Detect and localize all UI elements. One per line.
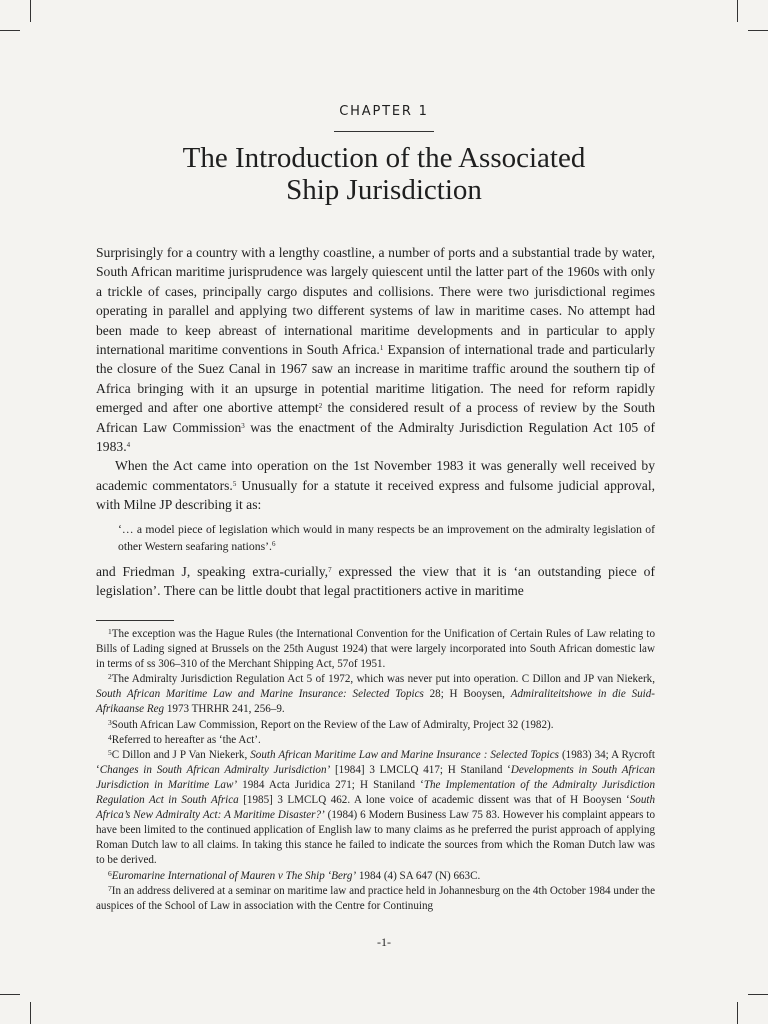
text-run: Developments in South African Jurisdiction in Maritime Law’: [96, 763, 655, 791]
crop-mark: [30, 1002, 31, 1024]
text-run: the considered result of a process of review by the South African Law Commission: [96, 400, 656, 435]
text-run: Unusually for a statute it received express and fulsome judicial approval, with Milne JP describing it as:: [96, 477, 655, 513]
text-run: [1985] 3 LMCLQ 462. A lone voice of academic dissent was that of H Booysen ‘: [238, 794, 630, 807]
text-run: 28; H Booysen,: [423, 688, 511, 701]
chapter-title-line1: The Introduction of the Associated: [182, 142, 586, 174]
footnote-number: 3: [108, 717, 112, 727]
crop-mark: [748, 994, 768, 995]
body-text: [96, 243, 655, 601]
text-run: Changes in South African Admiralty Jurisdiction’: [99, 763, 331, 776]
text-run: South Africa’s New Admiralty Act: A Maritime Disaster?’: [96, 794, 656, 822]
footnote-2: [96, 672, 655, 717]
footnotes: [96, 627, 655, 914]
text-run: and Friedman J, speaking extra-curially,: [96, 563, 329, 579]
text-run: (1984) 6 Modern Business Law 75 83. However his complaint appears to have been limited to the continued application of English law to many claims as he preferred the purist approach of applying Roman Dutch law to all claims. In taking this stance he failed to indicate the sources from which the Roman Dutch law was to be derived.: [96, 809, 655, 867]
footnote-5: [96, 748, 655, 869]
text-run: Expansion of international trade and particularly the closure of the Suez Canal in 1967 saw an increase in maritime traffic around the southern tip of Africa bringing with it an upsurge in potential maritime litigation. The need for reform rapidly emerged and after one abortive attempt: [96, 342, 655, 416]
text-run: The Implementation of the Admiralty Jurisdiction Regulation Act in South Africa: [96, 778, 655, 807]
text-run: 1984 Acta Juridica 271; H Staniland ‘: [237, 778, 424, 791]
footnote-1: [96, 627, 655, 672]
text-run: Admiraliteitshowe in die Suid-Afrikaanse Reg: [96, 688, 655, 716]
crop-mark: [0, 994, 20, 995]
chapter-label: CHAPTER 1: [339, 104, 429, 119]
crop-mark: [737, 1002, 738, 1024]
text-run: C Dillon and J P Van Niekerk,: [111, 748, 251, 761]
text-run: was the enactment of the Admiralty Jurisdiction Regulation Act 105 of 1983.: [96, 419, 655, 455]
text-run: South African Law Commission, Report on the Review of the Law of Admiralty, Project 32 (1982).: [111, 718, 554, 731]
paragraph-3: [96, 562, 655, 601]
footnote-number: 6: [108, 868, 112, 878]
footnote-ref: 2: [318, 402, 323, 411]
text-run: In an address delivered at a seminar on maritime law and practice held in Johannesburg on the 4th October 1984 under the auspices of the School of Law in association with the Centre for Continuing: [96, 884, 655, 912]
footnote-number: 5: [108, 747, 112, 757]
chapter-title: [60, 142, 708, 206]
footnote-number: 1: [108, 627, 112, 636]
text-run: (1983) 34; A Rycroft ‘: [96, 748, 655, 776]
text-run: South African Maritime Law and Marine Insurance: Selected Topics: [96, 688, 424, 701]
footnote-number: 2: [108, 672, 112, 682]
footnote-ref: 7: [328, 565, 332, 574]
chapter-title-line2: Ship Jurisdiction: [286, 174, 482, 206]
text-run: ‘… a model piece of legislation which would in many respects be an improvement on the admiralty legislation of other Western seafaring nations’.: [118, 522, 655, 554]
text-run: expressed the view that it is ‘an outstanding piece of legislation’. There can be little doubt that legal practitioners active in maritime: [96, 563, 655, 599]
footnote-ref: 3: [241, 421, 245, 430]
footnote-rule: [96, 620, 174, 621]
block-quote: [118, 521, 655, 556]
footnote-ref: 4: [126, 441, 131, 450]
footnote-3: [96, 718, 655, 733]
page-number: -1-: [377, 935, 391, 949]
text-run: Surprisingly for a country with a lengthy coastline, a number of ports and a substantial trade by water, South African maritime jurisprudence was largely quiescent until the latter part of the 1960s with only a trickle of cases, principally cargo disputes and collisions. There were two jurisdictional regimes operating in parallel and applying two different systems of law in maritime cases. No attempt had been made to keep abreast of international maritime developments and in particular to apply international maritime conventions in South Africa.: [96, 245, 655, 358]
crop-mark: [0, 30, 20, 31]
footnote-number: 4: [108, 732, 112, 742]
text-run: Euromarine International of Mauren v The Ship ‘Berg’: [111, 869, 357, 882]
text-run: South African Maritime Law and Marine Insurance : Selected Topics: [250, 748, 559, 761]
footnote-ref: 5: [232, 479, 237, 488]
paragraph-1: [96, 243, 655, 456]
text-run: [1984] 3 LMCLQ 417; H Staniland ‘: [330, 763, 511, 776]
footnote-6: [96, 869, 655, 884]
footnote-7: [96, 884, 655, 914]
crop-mark: [30, 0, 31, 22]
text-run: 1973 THRHR 241, 256–9.: [164, 703, 285, 716]
text-run: The exception was the Hague Rules (the International Convention for the Unification of Certain Rules of Law relating to Bills of Lading signed at Brussels on the 25th August 1924) that were largely incorporated into South African domestic law in terms of ss 306–310 of the Merchant Shipping Act, 57of 1951.: [96, 628, 655, 671]
chapter-rule: [334, 131, 434, 132]
text-run: When the Act came into operation on the 1st November 1983 it was generally well received by academic commentators.: [96, 458, 655, 493]
crop-mark: [737, 0, 738, 22]
text-run: 1984 (4) SA 647 (N) 663C.: [356, 869, 481, 882]
crop-mark: [748, 30, 768, 31]
paragraph-2: [96, 456, 655, 514]
footnote-4: [96, 733, 655, 748]
footnote-ref: 1: [379, 344, 384, 353]
text-run: Referred to hereafter as ‘the Act’.: [111, 733, 261, 746]
text-run: The Admiralty Jurisdiction Regulation Act 5 of 1972, which was never put into operation. C Dillon and JP van Niekerk,: [111, 673, 655, 686]
footnote-number: 7: [108, 883, 112, 893]
footnote-ref: 6: [271, 540, 276, 549]
